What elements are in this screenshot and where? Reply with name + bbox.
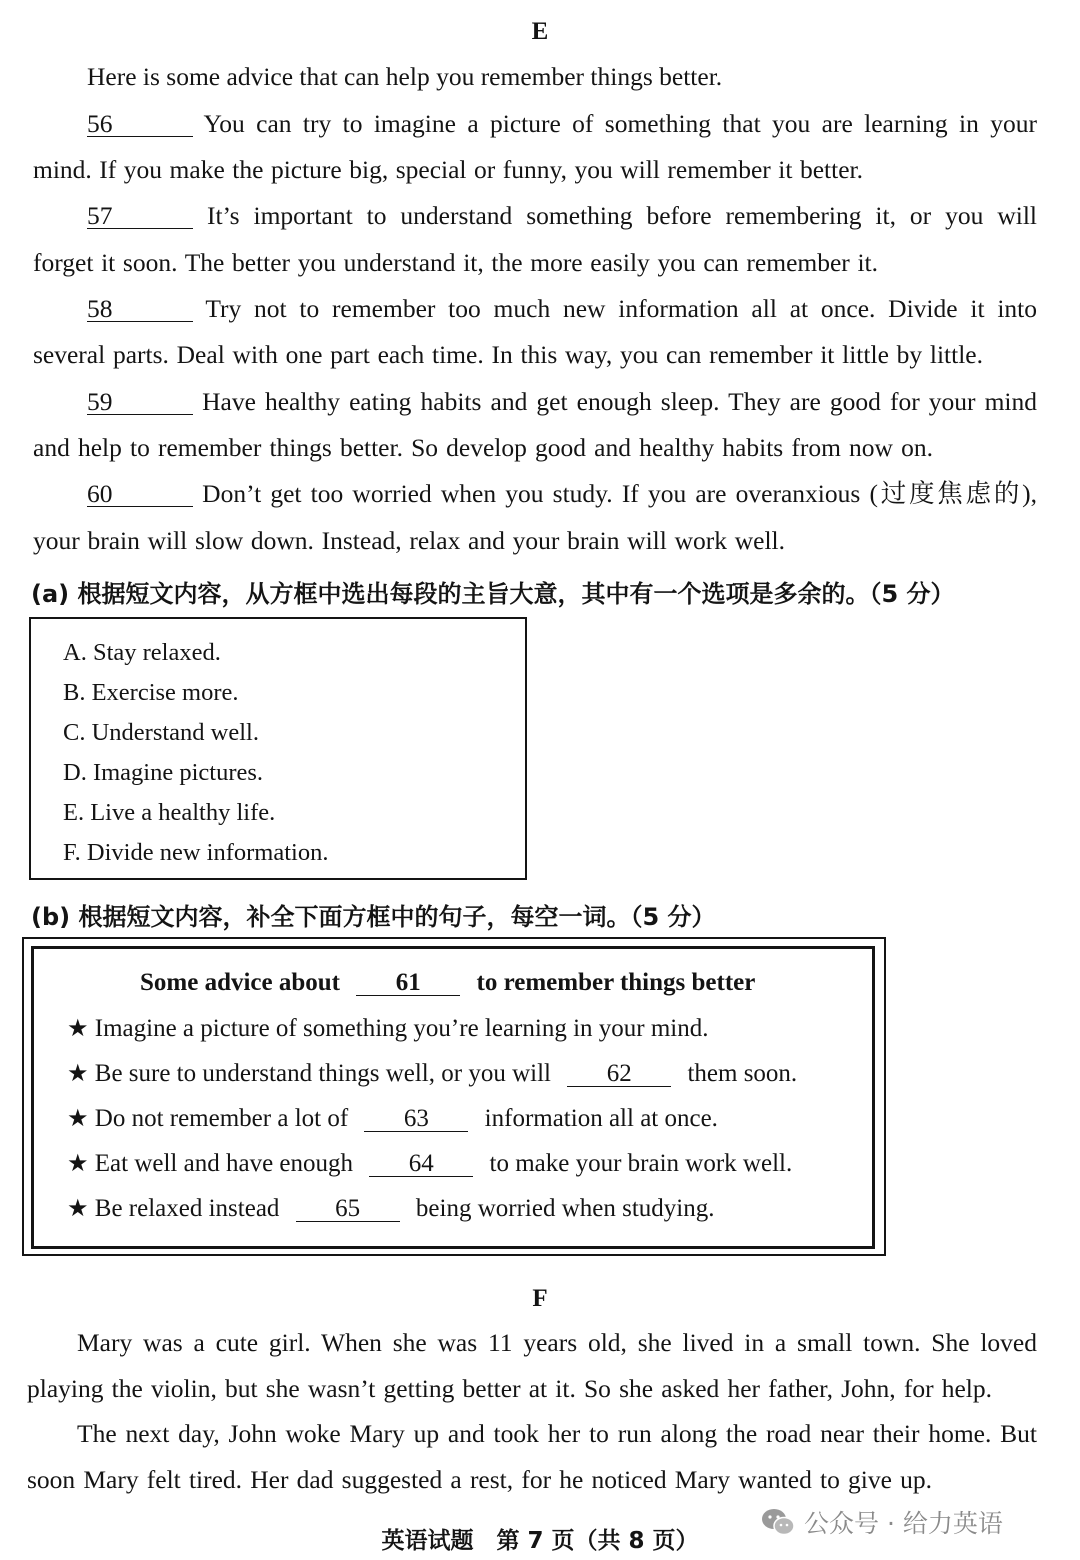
paragraph-58-line2: several parts. Deal with one part each time. In this way, you can remember it little by little.: [33, 340, 983, 369]
answer-blank-64[interactable]: 64: [369, 1152, 473, 1177]
paragraph-56-line1: 56 You can try to imagine a picture of something that you are learning in your: [87, 109, 1037, 138]
option-a: A. Stay relaxed.: [63, 639, 221, 666]
star-icon: ★: [67, 1149, 89, 1177]
paragraph-60-line2: your brain will slow down. Instead, relax and your brain will work well.: [33, 526, 785, 555]
paragraph-59-line1: 59 Have healthy eating habits and get enough sleep. They are good for your mind: [87, 387, 1038, 416]
option-b: B. Exercise more.: [63, 679, 239, 706]
option-c: C. Understand well.: [63, 719, 259, 746]
summary-item-1: ★ Imagine a picture of something you’re learning in your mind.: [67, 1014, 709, 1042]
star-icon: ★: [67, 1059, 89, 1087]
section-f-heading: F: [532, 1285, 548, 1312]
summary-item-2: ★ Be sure to understand things well, or you will 62 them soon.: [67, 1059, 798, 1087]
section-f-line1: Mary was a cute girl. When she was 11 years old, she lived in a small town. She loved: [77, 1328, 1037, 1357]
star-icon: ★: [67, 1104, 89, 1132]
paragraph-59-line2: and help to remember things better. So develop good and healthy habits from now on.: [33, 433, 933, 462]
part-b-instruction: (b) 根据短文内容，补全下面方框中的句子，每空一词。（5 分）: [31, 903, 716, 931]
summary-item-3: ★ Do not remember a lot of 63 information all at once.: [67, 1104, 718, 1132]
answer-blank-62[interactable]: 62: [567, 1062, 671, 1087]
option-d: D. Imagine pictures.: [63, 759, 264, 786]
answer-blank-57[interactable]: 57: [87, 204, 193, 229]
answer-blank-65[interactable]: 65: [296, 1197, 400, 1222]
answer-blank-59[interactable]: 59: [87, 390, 193, 415]
paragraph-56-line2: mind. If you make the picture big, special or funny, you will remember it better.: [33, 155, 863, 184]
summary-item-4: ★ Eat well and have enough 64 to make your brain work well.: [67, 1149, 793, 1177]
paragraph-60-line1: 60 Don’t get too worried when you study. If you are overanxious (过度焦虑的),: [87, 479, 1038, 508]
summary-item-5: ★ Be relaxed instead 65 being worried when studying.: [67, 1194, 715, 1222]
section-f-line4: soon Mary felt tired. Her dad suggested a rest, for he noticed Mary wanted to give up.: [27, 1465, 932, 1494]
section-f-line3: The next day, John woke Mary up and took her to run along the road near their home. But: [77, 1419, 1037, 1448]
answer-blank-58[interactable]: 58: [87, 297, 193, 322]
paragraph-58-line1: 58 Try not to remember too much new information all at once. Divide it into: [87, 294, 1037, 323]
answer-blank-60[interactable]: 60: [87, 482, 193, 507]
summary-box: [22, 937, 886, 1256]
answer-blank-56[interactable]: 56: [87, 112, 193, 137]
section-e-intro: Here is some advice that can help you remember things better.: [87, 62, 723, 91]
wechat-icon: [760, 1507, 796, 1537]
watermark: [760, 1504, 1003, 1540]
star-icon: ★: [67, 1014, 89, 1042]
section-e-heading: E: [531, 18, 549, 45]
paragraph-57-line2: forget it soon. The better you understand it, the more easily you can remember it.: [33, 248, 878, 277]
option-f: F. Divide new information.: [63, 839, 329, 866]
star-icon: ★: [67, 1194, 89, 1222]
page-footer: 英语试题 第 7 页（共 8 页）: [381, 1528, 699, 1554]
paragraph-57-line1: 57 It’s important to understand something before remembering it, or you will: [87, 201, 1038, 230]
watermark-text: 公众号 · 给力英语: [804, 1509, 1003, 1538]
summary-title: Some advice about 61 to remember things better: [140, 969, 756, 996]
options-box: [29, 617, 527, 880]
answer-blank-63[interactable]: 63: [364, 1107, 468, 1132]
section-f-line2: playing the violin, but she wasn’t getting better at it. So she asked her father, John, for help.: [27, 1374, 992, 1403]
option-e: E. Live a healthy life.: [63, 799, 276, 826]
part-a-instruction: (a) 根据短文内容，从方框中选出每段的主旨大意，其中有一个选项是多余的。（5 分）: [31, 580, 955, 608]
summary-box-inner: [31, 946, 875, 1249]
answer-blank-61[interactable]: 61: [356, 971, 460, 996]
